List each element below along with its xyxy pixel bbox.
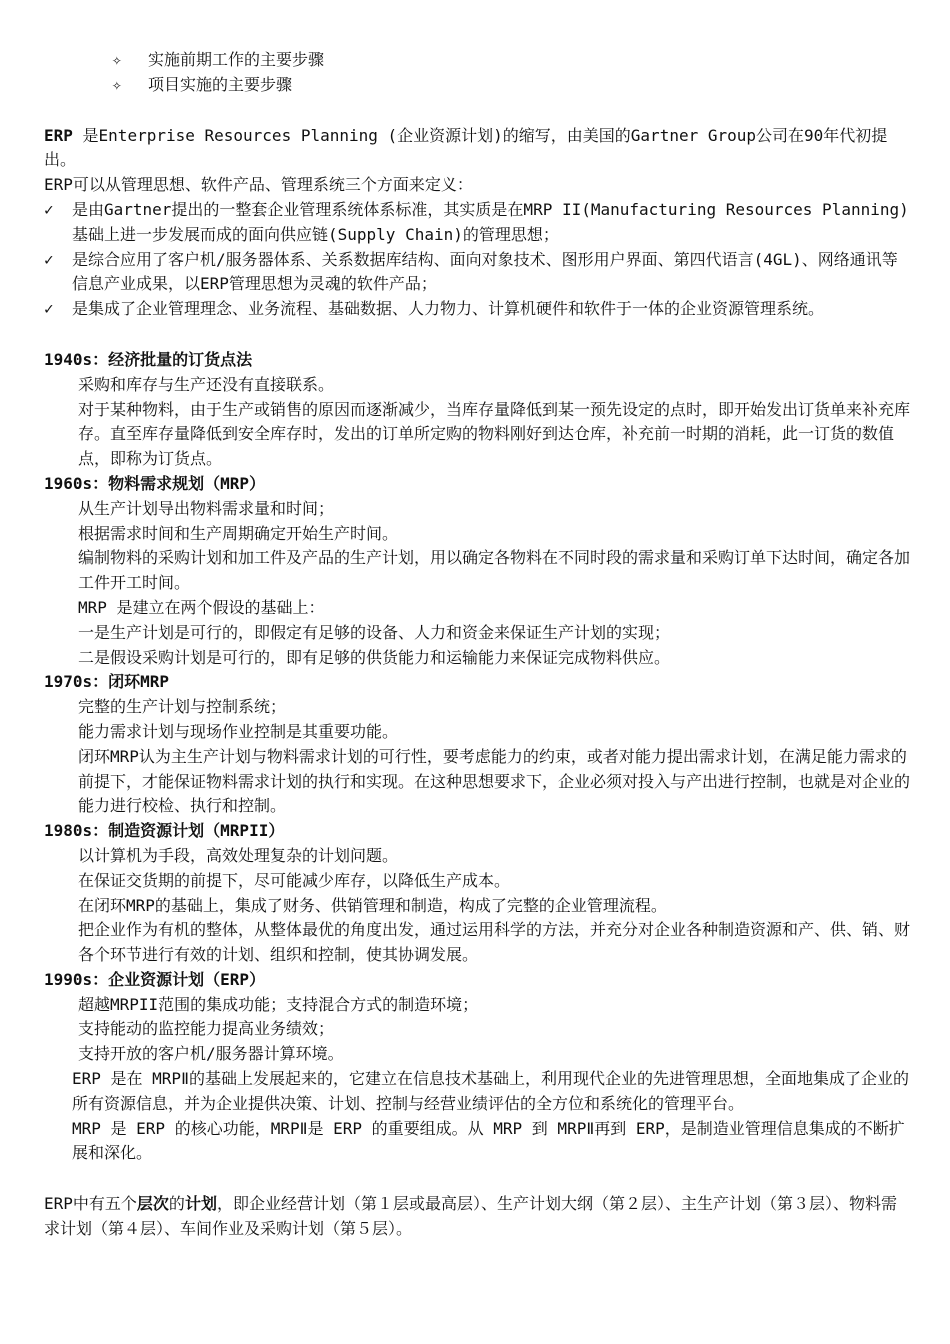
section-line: 以计算机为手段，高效处理复杂的计划问题。: [78, 845, 399, 865]
section-line: 对于某种物料，由于生产或销售的原因而逐渐减少，当库存量降低到某一预先设定的点时，即开始发出订货单来补充库存。直至库存量降低到安全库存时，发出的订单所定购的物料刚好到达仓库，补充前一时期的消耗，此一订货的数值点，即称为订货点。: [78, 399, 911, 469]
section-line: 超越MRPII范围的集成功能；支持混合方式的制造环境；: [78, 994, 479, 1014]
document-page: [44, 48, 910, 1242]
section-line: 从生产计划导出物料需求量和时间；: [78, 498, 335, 518]
definition-intro: ERP可以从管理思想、软件产品、管理系统三个方面来定义：: [44, 175, 473, 195]
intro-paragraph: [44, 124, 910, 174]
check-icon: ✓: [44, 299, 54, 319]
closing-bold-term: 层次: [136, 1194, 169, 1214]
closing-text: ，即企业经营计划（第１层或最高层）、生产计划大纲（第２层）、主生产计划（第３层）、物料需求计划（第４层）、车间作业及采购计划（第５层）。: [44, 1194, 897, 1239]
list-item: [44, 248, 910, 298]
section-heading-1970s: 1970s：闭环MRP: [44, 672, 170, 692]
section-line: 在保证交货期的前提下，尽可能减少库存，以降低生产成本。: [78, 870, 511, 890]
closing-text: 的: [168, 1194, 185, 1214]
section-line: 一是生产计划是可行的，即假定有足够的设备、人力和资金来保证生产计划的实现；: [78, 622, 671, 642]
section-line: 编制物料的采购计划和加工件及产品的生产计划，用以确定各物料在不同时段的需求量和采购订单下达时间，确定各加工件开工时间。: [78, 548, 911, 593]
section-line: 在闭环MRP的基础上，集成了财务、供销管理和制造，构成了完整的企业管理流程。: [78, 895, 667, 915]
closing-bold-term: 计划: [184, 1194, 217, 1214]
definition-list: [44, 198, 910, 322]
closing-paragraph: [44, 1192, 910, 1242]
list-item-text: 是由Gartner提出的一整套企业管理系统体系标准，其实质是在MRP II(Manufacturing Resources Planning)基础上进一步发展而成的面向供应链(Supply Chain)的管理思想；: [72, 199, 909, 244]
section-line: 根据需求时间和生产周期确定开始生产时间。: [78, 523, 399, 543]
section-paragraph: ERP 是在 MRPⅡ的基础上发展起来的，它建立在信息技术基础上，利用现代企业的先进管理思想，全面地集成了企业的所有资源信息，并为企业提供决策、计划、控制与经营业绩评估的全方位和系统化的管理平台。: [72, 1069, 909, 1113]
check-icon: ✓: [44, 199, 54, 219]
section-heading-1960s: 1960s：物料需求规划（MRP）: [44, 473, 266, 493]
diamond-bullet-icon: ✧: [112, 74, 122, 94]
section-line: 完整的生产计划与控制系统；: [78, 697, 287, 717]
closing-text: ERP中有五个: [44, 1194, 137, 1214]
section-heading-1940s: 1940s：经济批量的订货点法: [44, 349, 253, 369]
section-line: 采购和库存与生产还没有直接联系。: [78, 374, 335, 394]
section-heading-1980s: 1980s：制造资源计划（MRPII）: [44, 821, 285, 841]
section-line: 闭环MRP认为主生产计划与物料需求计划的可行性，要考虑能力的约束，或者对能力提出需求计划，在满足能力需求的前提下，才能保证物料需求计划的执行和实现。在这种思想要求下，企业必须对投入与产出进行控制，也就是对企业的能力进行校检、执行和控制。: [78, 746, 911, 816]
section-line: 支持能动的监控能力提高业务绩效；: [78, 1019, 335, 1039]
section-paragraph: MRP 是 ERP 的核心功能，MRPⅡ是 ERP 的重要组成。从 MRP 到 MRPⅡ再到 ERP，是制造业管理信息集成的不断扩展和深化。: [72, 1118, 905, 1163]
section-line: 支持开放的客户机/服务器计算环境。: [78, 1044, 344, 1064]
section-heading-1990s: 1990s：企业资源计划（ERP）: [44, 969, 266, 989]
section-line: MRP 是建立在两个假设的基础上：: [78, 597, 325, 617]
erp-term: ERP: [44, 125, 73, 145]
list-item: [112, 73, 910, 98]
list-item-text: 项目实施的主要步骤: [148, 74, 293, 94]
step-list: [112, 48, 910, 98]
section-line: 二是假设采购计划是可行的，即有足够的供货能力和运输能力来保证完成物料供应。: [78, 647, 671, 667]
list-item: [44, 297, 910, 322]
diamond-bullet-icon: ✧: [112, 50, 122, 69]
section-line: 把企业作为有机的整体，从整体最优的角度出发，通过运用科学的方法，并充分对企业各种制造资源和产、供、销、财各个环节进行有效的计划、组织和控制，使其协调发展。: [78, 920, 911, 965]
list-item: [112, 48, 910, 73]
list-item-text: 是集成了企业管理理念、业务流程、基础数据、人力物力、计算机硬件和软件于一体的企业资源管理系统。: [72, 299, 825, 319]
list-item: [44, 198, 910, 248]
section-line: 能力需求计划与现场作业控制是其重要功能。: [78, 721, 399, 741]
list-item-text: 实施前期工作的主要步骤: [148, 50, 325, 69]
intro-text: 是Enterprise Resources Planning (企业资源计划)的缩写，由美国的Gartner Group公司在90年代初提出。: [44, 125, 888, 170]
check-icon: ✓: [44, 249, 54, 269]
list-item-text: 是综合应用了客户机/服务器体系、关系数据库结构、面向对象技术、图形用户界面、第四代语言(4GL)、网络通讯等信息产业成果，以ERP管理思想为灵魂的软件产品；: [72, 249, 898, 294]
